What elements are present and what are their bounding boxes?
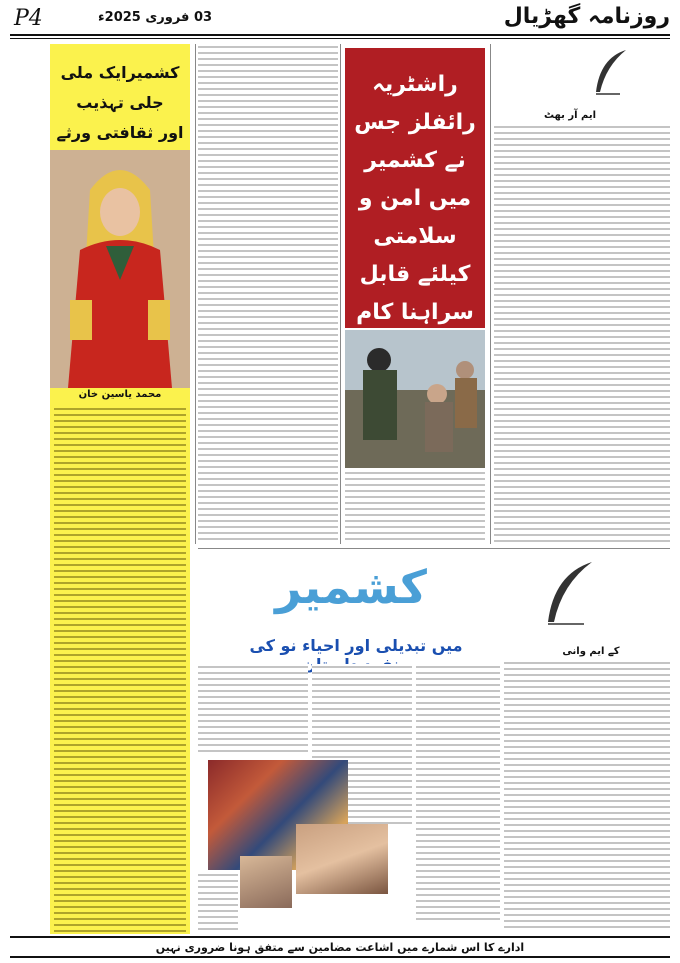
section-divider [198, 548, 670, 549]
left-article-title-line1: کشمیرایک ملی جلی تہذیب [60, 63, 180, 112]
bottom-article-subtitle: میں تبدیلی اور احیاء نو کی [249, 636, 463, 655]
column-divider [195, 44, 196, 544]
header-rule [10, 34, 670, 36]
artisan-hands-photo [296, 824, 388, 894]
right-article-author: ایم آر بھٹ [543, 110, 597, 121]
right-article-body [494, 124, 670, 544]
left-article-author: محمد یاسین خان [50, 388, 190, 402]
page-number: P4 [14, 6, 43, 31]
left-article-title [50, 52, 190, 142]
footer-rule [10, 936, 670, 938]
column-divider [340, 44, 341, 544]
center-article-headline: راشٹریہ رائفلز جس نے کشمیر میں امن و سلامتی کیلئے قابل سراہنا کام [345, 48, 485, 328]
bottom-article-title: کشمیر [275, 560, 427, 614]
bottom-article-body-col3 [416, 664, 500, 924]
bottom-article-body-col1 [198, 664, 308, 756]
artisan-woman-photo [240, 856, 292, 908]
header-rule-thin [10, 38, 670, 39]
left-article-title-line2: اور ثقافتی ورثے [56, 123, 184, 142]
footer-disclaimer: ادارے کا اس شمارے میں اشاعت مضامین سے متفق ہونا ضروری نہیں [155, 941, 525, 954]
left-article-body [54, 406, 186, 932]
photo-caption-text [345, 470, 485, 542]
soldier-distribution-photo [345, 330, 485, 468]
bottom-article-body-col4 [504, 660, 670, 932]
center-left-article-body [198, 44, 338, 544]
issue-date: 03 فروری 2025ء [98, 10, 213, 25]
quill-pen-icon [540, 560, 596, 630]
bottom-article-body-col5 [198, 872, 238, 932]
newspaper-masthead: روزنامہ گھڑیال [503, 4, 670, 29]
footer-rule-bottom [10, 956, 670, 958]
column-divider [490, 44, 491, 544]
bottom-article-author: کے ایم وانی [562, 646, 620, 657]
kashmiri-woman-photo [50, 150, 190, 388]
quill-pen-icon [590, 48, 630, 98]
